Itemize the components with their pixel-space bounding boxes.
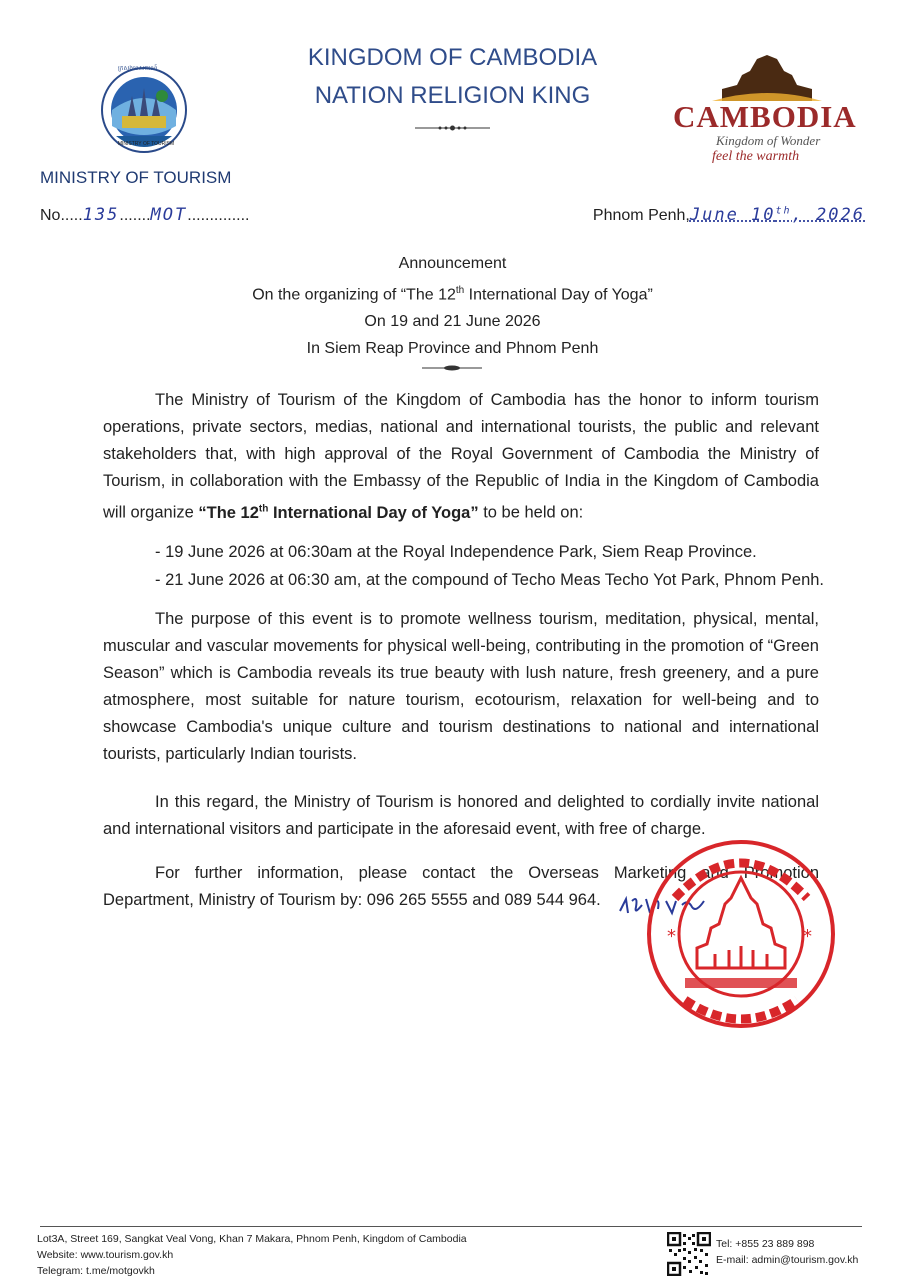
- list-item: - 21 June 2026 at 06:30 am, at the compound of Techo Meas Techo Yot Park, Phnom Penh.: [155, 571, 825, 589]
- paragraph-2: The purpose of this event is to promote wellness tourism, meditation, physical, mental, muscular and vascular movements for physical well-being, contributing in the promotion of “Green Season” which is Cambodia reveals its true beauty with lush nature, fresh greenery, and a pure atmosphere, most suitable for nature tourism, ecotourism, relaxation for well-being and to showcase Cambodia's unique culture and tourism destinations to national and international tourists, particularly Indian tourists.: [103, 610, 819, 763]
- brand-tagline-1: Kingdom of Wonder: [716, 133, 821, 148]
- handwritten-date: June 10th, 2026: [689, 205, 865, 225]
- ministry-name: MINISTRY OF TOURISM: [40, 168, 232, 187]
- footer-contact-right: [716, 1236, 858, 1268]
- reference-prefix: No.: [40, 207, 65, 224]
- header-line-2: NATION RELIGION KING: [314, 82, 591, 109]
- qr-code-icon: [667, 1232, 711, 1276]
- announcement-subject: On the organizing of “The 12th International Day of Yoga”: [252, 285, 653, 304]
- cambodia-brand-logo: [670, 55, 865, 170]
- event-name: “The 12th International Day of Yoga”: [198, 503, 479, 522]
- announcement-title: Announcement: [398, 255, 507, 272]
- paragraph-4: For further information, please contact the Overseas Marketing and Promotion Department, Ministry of Tourism by: 096 265 5555 and 089 544 964.: [103, 864, 819, 909]
- list-item: - 19 June 2026 at 06:30am at the Royal Independence Park, Siem Reap Province.: [155, 543, 757, 561]
- angkor-temple-icon: [712, 55, 822, 101]
- paragraph-1: The Ministry of Tourism of the Kingdom of Cambodia has the honor to inform tourism operations, private sectors, medias, national and international tourists, the public and relevant stakeholders that, with high approval of the Royal Government of Cambodia the Ministry of Tourism, in collaboration with the Embassy of the Republic of India in the Kingdom of Cambodia will organize “The 12th International Day of Yoga” to be held on:: [103, 391, 819, 522]
- footer-telegram: Telegram: t.me/motgovkh: [37, 1265, 155, 1277]
- brand-tagline-2: feel the warmth: [712, 149, 800, 164]
- place-name: Phnom Penh,: [592, 207, 690, 224]
- footer-tel: Tel: +855 23 889 898: [716, 1238, 815, 1250]
- footer-email: E-mail: admin@tourism.gov.kh: [716, 1254, 859, 1266]
- ornament-divider-icon: [415, 123, 490, 133]
- announcement-title-block: [0, 250, 905, 362]
- brand-name: CAMBODIA: [673, 99, 857, 134]
- announcement-locations: In Siem Reap Province and Phnom Penh: [306, 340, 599, 358]
- emblem-top-text: ក្រសួងទេសចរណ៍: [118, 66, 158, 72]
- footer-address: Lot3A, Street 169, Sangkat Veal Vong, Khan 7 Makara, Phnom Penh, Kingdom of Cambodia: [37, 1233, 467, 1245]
- paragraph-3: In this regard, the Ministry of Tourism is honored and delighted to cordially invite national and international visitors and participate in the aforesaid event, with free of charge.: [103, 793, 819, 838]
- announcement-dates: On 19 and 21 June 2026: [364, 313, 541, 331]
- reference-number: No.....135.......MOT..............: [40, 205, 250, 225]
- reference-code: MOT: [150, 205, 188, 225]
- emblem-arc-text: MINISTRY OF TOURISM: [117, 141, 175, 147]
- header-line-1: KINGDOM OF CAMBODIA: [307, 44, 598, 71]
- reference-number-value: 135: [82, 205, 120, 225]
- svg-text:*: *: [667, 926, 676, 947]
- title-divider-icon: [422, 364, 482, 372]
- footer-contact-left: [37, 1231, 467, 1279]
- event-schedule-list: [155, 538, 835, 594]
- svg-text:*: *: [803, 926, 812, 947]
- ministry-seal-stamp: [645, 838, 837, 1030]
- place-and-date: [593, 205, 865, 225]
- footer-divider: [40, 1226, 862, 1227]
- footer-website: Website: www.tourism.gov.kh: [37, 1249, 174, 1261]
